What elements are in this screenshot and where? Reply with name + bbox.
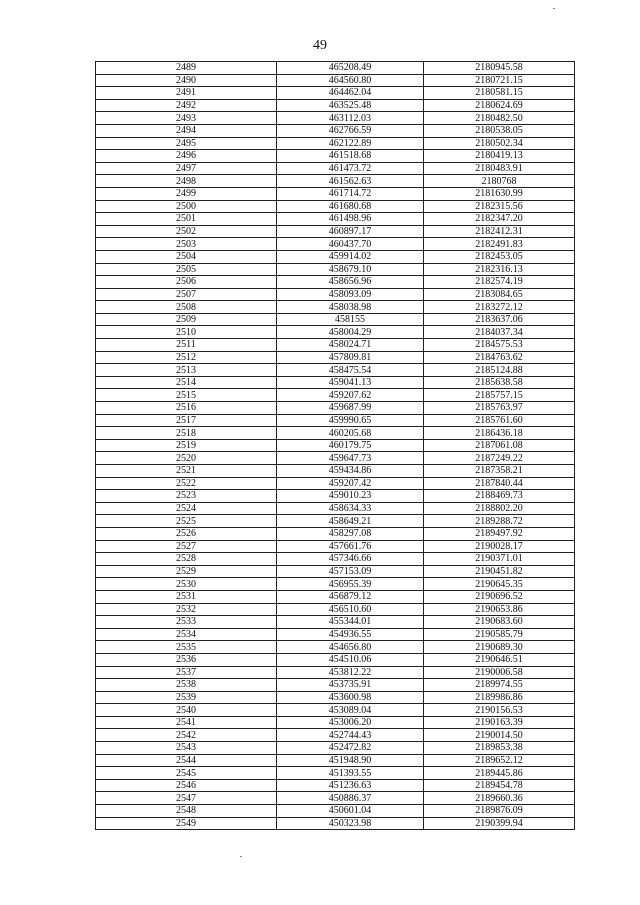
x-coordinate-cell: 459207.62 <box>277 389 424 402</box>
scan-speck <box>240 856 242 857</box>
table-row <box>96 792 575 805</box>
table-row <box>96 779 575 792</box>
x-coordinate-cell: 453735.91 <box>277 679 424 692</box>
x-coordinate-cell: 454936.55 <box>277 628 424 641</box>
x-coordinate-cell: 452744.43 <box>277 729 424 742</box>
x-coordinate-cell: 450886.37 <box>277 792 424 805</box>
x-coordinate-cell: 459207.42 <box>277 477 424 490</box>
table-row <box>96 74 575 87</box>
point-number-cell: 2510 <box>96 326 277 339</box>
x-coordinate-cell: 458038.98 <box>277 301 424 314</box>
table-row <box>96 616 575 629</box>
y-coordinate-cell: 2182316.13 <box>424 263 575 276</box>
x-coordinate-cell: 459041.13 <box>277 376 424 389</box>
y-coordinate-cell: 2184763.62 <box>424 351 575 364</box>
x-coordinate-cell: 455344.01 <box>277 616 424 629</box>
y-coordinate-cell: 2187061.08 <box>424 439 575 452</box>
y-coordinate-cell: 2188802.20 <box>424 502 575 515</box>
point-number-cell: 2491 <box>96 87 277 100</box>
y-coordinate-cell: 2180482.50 <box>424 112 575 125</box>
page-number: 49 <box>313 38 327 53</box>
point-number-cell: 2536 <box>96 653 277 666</box>
table-row <box>96 490 575 503</box>
point-number-cell: 2538 <box>96 679 277 692</box>
table-row <box>96 729 575 742</box>
y-coordinate-cell: 2189445.86 <box>424 767 575 780</box>
x-coordinate-cell: 453006.20 <box>277 716 424 729</box>
y-coordinate-cell: 2185757.15 <box>424 389 575 402</box>
point-number-cell: 2537 <box>96 666 277 679</box>
point-number-cell: 2521 <box>96 465 277 478</box>
table-row <box>96 641 575 654</box>
table-row <box>96 301 575 314</box>
point-number-cell: 2490 <box>96 74 277 87</box>
x-coordinate-cell: 459914.02 <box>277 250 424 263</box>
point-number-cell: 2544 <box>96 754 277 767</box>
y-coordinate-cell: 2180483.91 <box>424 162 575 175</box>
point-number-cell: 2549 <box>96 817 277 830</box>
table-row <box>96 250 575 263</box>
point-number-cell: 2545 <box>96 767 277 780</box>
table-row <box>96 364 575 377</box>
point-number-cell: 2506 <box>96 276 277 289</box>
x-coordinate-cell: 461680.68 <box>277 200 424 213</box>
point-number-cell: 2514 <box>96 376 277 389</box>
y-coordinate-cell: 2190696.52 <box>424 590 575 603</box>
point-number-cell: 2534 <box>96 628 277 641</box>
x-coordinate-cell: 462766.59 <box>277 124 424 137</box>
y-coordinate-cell: 2188469.73 <box>424 490 575 503</box>
point-number-cell: 2529 <box>96 565 277 578</box>
scan-speck <box>553 8 555 9</box>
x-coordinate-cell: 458024.71 <box>277 339 424 352</box>
x-coordinate-cell: 464462.04 <box>277 87 424 100</box>
x-coordinate-cell: 454656.80 <box>277 641 424 654</box>
point-number-cell: 2494 <box>96 124 277 137</box>
y-coordinate-cell: 2187358.21 <box>424 465 575 478</box>
table-row <box>96 754 575 767</box>
x-coordinate-cell: 458679.10 <box>277 263 424 276</box>
point-number-cell: 2508 <box>96 301 277 314</box>
y-coordinate-cell: 2185761.60 <box>424 414 575 427</box>
table-row <box>96 427 575 440</box>
table-row <box>96 742 575 755</box>
table-row <box>96 477 575 490</box>
x-coordinate-cell: 458656.96 <box>277 276 424 289</box>
y-coordinate-cell: 2180721.15 <box>424 74 575 87</box>
table-row <box>96 389 575 402</box>
point-number-cell: 2542 <box>96 729 277 742</box>
table-row <box>96 263 575 276</box>
point-number-cell: 2504 <box>96 250 277 263</box>
x-coordinate-cell: 462122.89 <box>277 137 424 150</box>
y-coordinate-cell: 2187840.44 <box>424 477 575 490</box>
x-coordinate-cell: 457346.66 <box>277 553 424 566</box>
table-row <box>96 124 575 137</box>
y-coordinate-cell: 2190399.94 <box>424 817 575 830</box>
x-coordinate-cell: 460205.68 <box>277 427 424 440</box>
x-coordinate-cell: 456510.60 <box>277 603 424 616</box>
x-coordinate-cell: 459990.65 <box>277 414 424 427</box>
x-coordinate-cell: 457809.81 <box>277 351 424 364</box>
point-number-cell: 2516 <box>96 402 277 415</box>
table-row <box>96 439 575 452</box>
point-number-cell: 2517 <box>96 414 277 427</box>
x-coordinate-cell: 459687.99 <box>277 402 424 415</box>
table-row <box>96 666 575 679</box>
y-coordinate-cell: 2189974.55 <box>424 679 575 692</box>
y-coordinate-cell: 2184037.34 <box>424 326 575 339</box>
point-number-cell: 2520 <box>96 452 277 465</box>
point-number-cell: 2547 <box>96 792 277 805</box>
y-coordinate-cell: 2190689.30 <box>424 641 575 654</box>
table-row <box>96 502 575 515</box>
x-coordinate-cell: 458475.54 <box>277 364 424 377</box>
y-coordinate-cell: 2190683.60 <box>424 616 575 629</box>
table-row <box>96 288 575 301</box>
y-coordinate-cell: 2189660.36 <box>424 792 575 805</box>
table-row <box>96 402 575 415</box>
x-coordinate-cell: 463112.03 <box>277 112 424 125</box>
table-row <box>96 213 575 226</box>
y-coordinate-cell: 2187249.22 <box>424 452 575 465</box>
y-coordinate-cell: 2190653.86 <box>424 603 575 616</box>
point-number-cell: 2503 <box>96 238 277 251</box>
y-coordinate-cell: 2185638.58 <box>424 376 575 389</box>
x-coordinate-cell: 458155 <box>277 313 424 326</box>
y-coordinate-cell: 2180768 <box>424 175 575 188</box>
table-row <box>96 112 575 125</box>
y-coordinate-cell: 2190645.35 <box>424 578 575 591</box>
point-number-cell: 2500 <box>96 200 277 213</box>
point-number-cell: 2512 <box>96 351 277 364</box>
point-number-cell: 2509 <box>96 313 277 326</box>
point-number-cell: 2532 <box>96 603 277 616</box>
point-number-cell: 2511 <box>96 339 277 352</box>
y-coordinate-cell: 2183272.12 <box>424 301 575 314</box>
y-coordinate-cell: 2180581.15 <box>424 87 575 100</box>
point-number-cell: 2496 <box>96 150 277 163</box>
y-coordinate-cell: 2185124.88 <box>424 364 575 377</box>
y-coordinate-cell: 2183637.06 <box>424 313 575 326</box>
point-number-cell: 2498 <box>96 175 277 188</box>
point-number-cell: 2518 <box>96 427 277 440</box>
y-coordinate-cell: 2182347.20 <box>424 213 575 226</box>
y-coordinate-cell: 2182453.05 <box>424 250 575 263</box>
point-number-cell: 2527 <box>96 540 277 553</box>
table-row <box>96 465 575 478</box>
x-coordinate-cell: 450601.04 <box>277 805 424 818</box>
x-coordinate-cell: 451393.55 <box>277 767 424 780</box>
table-row <box>96 767 575 780</box>
point-number-cell: 2546 <box>96 779 277 792</box>
point-number-cell: 2495 <box>96 137 277 150</box>
table-row <box>96 276 575 289</box>
y-coordinate-cell: 2180624.69 <box>424 99 575 112</box>
x-coordinate-cell: 461473.72 <box>277 162 424 175</box>
point-number-cell: 2493 <box>96 112 277 125</box>
table-row <box>96 175 575 188</box>
point-number-cell: 2492 <box>96 99 277 112</box>
point-number-cell: 2523 <box>96 490 277 503</box>
point-number-cell: 2524 <box>96 502 277 515</box>
y-coordinate-cell: 2190371.01 <box>424 553 575 566</box>
point-number-cell: 2531 <box>96 590 277 603</box>
x-coordinate-cell: 456955.39 <box>277 578 424 591</box>
x-coordinate-cell: 459010.23 <box>277 490 424 503</box>
table-row <box>96 150 575 163</box>
point-number-cell: 2522 <box>96 477 277 490</box>
point-number-cell: 2525 <box>96 515 277 528</box>
y-coordinate-cell: 2190156.53 <box>424 704 575 717</box>
table-row <box>96 225 575 238</box>
table-row <box>96 603 575 616</box>
table-row <box>96 704 575 717</box>
y-coordinate-cell: 2180945.58 <box>424 62 575 75</box>
x-coordinate-cell: 460897.17 <box>277 225 424 238</box>
y-coordinate-cell: 2189986.86 <box>424 691 575 704</box>
point-number-cell: 2548 <box>96 805 277 818</box>
point-number-cell: 2505 <box>96 263 277 276</box>
x-coordinate-cell: 458649.21 <box>277 515 424 528</box>
table-row <box>96 653 575 666</box>
y-coordinate-cell: 2180419.13 <box>424 150 575 163</box>
y-coordinate-cell: 2181630.99 <box>424 187 575 200</box>
table-row <box>96 452 575 465</box>
y-coordinate-cell: 2189876.09 <box>424 805 575 818</box>
table-row <box>96 162 575 175</box>
point-number-cell: 2526 <box>96 527 277 540</box>
x-coordinate-cell: 454510.06 <box>277 653 424 666</box>
x-coordinate-cell: 451948.90 <box>277 754 424 767</box>
y-coordinate-cell: 2182574.19 <box>424 276 575 289</box>
y-coordinate-cell: 2184575.53 <box>424 339 575 352</box>
x-coordinate-cell: 453812.22 <box>277 666 424 679</box>
x-coordinate-cell: 465208.49 <box>277 62 424 75</box>
x-coordinate-cell: 456879.12 <box>277 590 424 603</box>
x-coordinate-cell: 457153.09 <box>277 565 424 578</box>
x-coordinate-cell: 450323.98 <box>277 817 424 830</box>
x-coordinate-cell: 458297.08 <box>277 527 424 540</box>
y-coordinate-cell: 2180538.05 <box>424 124 575 137</box>
y-coordinate-cell: 2190014.50 <box>424 729 575 742</box>
table-row <box>96 691 575 704</box>
y-coordinate-cell: 2190585.79 <box>424 628 575 641</box>
point-number-cell: 2502 <box>96 225 277 238</box>
table-row <box>96 376 575 389</box>
x-coordinate-cell: 453089.04 <box>277 704 424 717</box>
point-number-cell: 2533 <box>96 616 277 629</box>
table-row <box>96 238 575 251</box>
point-number-cell: 2530 <box>96 578 277 591</box>
y-coordinate-cell: 2189288.72 <box>424 515 575 528</box>
x-coordinate-cell: 461498.96 <box>277 213 424 226</box>
point-number-cell: 2540 <box>96 704 277 717</box>
point-number-cell: 2513 <box>96 364 277 377</box>
y-coordinate-cell: 2182491.83 <box>424 238 575 251</box>
y-coordinate-cell: 2185763.97 <box>424 402 575 415</box>
x-coordinate-cell: 460437.70 <box>277 238 424 251</box>
point-number-cell: 2528 <box>96 553 277 566</box>
y-coordinate-cell: 2189497.92 <box>424 527 575 540</box>
x-coordinate-cell: 464560.80 <box>277 74 424 87</box>
x-coordinate-cell: 453600.98 <box>277 691 424 704</box>
x-coordinate-cell: 461562.63 <box>277 175 424 188</box>
table-row <box>96 716 575 729</box>
x-coordinate-cell: 459434.86 <box>277 465 424 478</box>
table-row <box>96 200 575 213</box>
table-row <box>96 99 575 112</box>
point-number-cell: 2499 <box>96 187 277 200</box>
x-coordinate-cell: 458093.09 <box>277 288 424 301</box>
table-row <box>96 817 575 830</box>
table-row <box>96 679 575 692</box>
table-row <box>96 313 575 326</box>
point-number-cell: 2507 <box>96 288 277 301</box>
y-coordinate-cell: 2190646.51 <box>424 653 575 666</box>
table-row <box>96 565 575 578</box>
y-coordinate-cell: 2190006.58 <box>424 666 575 679</box>
x-coordinate-cell: 459647.73 <box>277 452 424 465</box>
x-coordinate-cell: 457661.76 <box>277 540 424 553</box>
point-number-cell: 2497 <box>96 162 277 175</box>
x-coordinate-cell: 463525.48 <box>277 99 424 112</box>
point-number-cell: 2543 <box>96 742 277 755</box>
y-coordinate-cell: 2190451.82 <box>424 565 575 578</box>
table-row <box>96 805 575 818</box>
y-coordinate-cell: 2180502.34 <box>424 137 575 150</box>
point-number-cell: 2501 <box>96 213 277 226</box>
point-number-cell: 2519 <box>96 439 277 452</box>
table-row <box>96 87 575 100</box>
y-coordinate-cell: 2186436.18 <box>424 427 575 440</box>
y-coordinate-cell: 2182315.56 <box>424 200 575 213</box>
y-coordinate-cell: 2190028.17 <box>424 540 575 553</box>
y-coordinate-cell: 2189652.12 <box>424 754 575 767</box>
coordinates-table <box>95 61 575 830</box>
point-number-cell: 2489 <box>96 62 277 75</box>
table-row <box>96 351 575 364</box>
x-coordinate-cell: 452472.82 <box>277 742 424 755</box>
table-row <box>96 515 575 528</box>
table-row <box>96 628 575 641</box>
x-coordinate-cell: 460179.75 <box>277 439 424 452</box>
table-row <box>96 137 575 150</box>
table-row <box>96 590 575 603</box>
table-row <box>96 62 575 75</box>
y-coordinate-cell: 2190163.39 <box>424 716 575 729</box>
table-row <box>96 527 575 540</box>
x-coordinate-cell: 461518.68 <box>277 150 424 163</box>
x-coordinate-cell: 458004.29 <box>277 326 424 339</box>
table-row <box>96 578 575 591</box>
y-coordinate-cell: 2189853.38 <box>424 742 575 755</box>
point-number-cell: 2541 <box>96 716 277 729</box>
x-coordinate-cell: 458634.33 <box>277 502 424 515</box>
table-row <box>96 414 575 427</box>
point-number-cell: 2535 <box>96 641 277 654</box>
x-coordinate-cell: 451236.63 <box>277 779 424 792</box>
table-row <box>96 540 575 553</box>
point-number-cell: 2539 <box>96 691 277 704</box>
point-number-cell: 2515 <box>96 389 277 402</box>
y-coordinate-cell: 2183084.65 <box>424 288 575 301</box>
table-row <box>96 326 575 339</box>
coordinates-table-body <box>96 62 575 830</box>
x-coordinate-cell: 461714.72 <box>277 187 424 200</box>
table-row <box>96 553 575 566</box>
table-row <box>96 339 575 352</box>
y-coordinate-cell: 2182412.31 <box>424 225 575 238</box>
y-coordinate-cell: 2189454.78 <box>424 779 575 792</box>
table-row <box>96 187 575 200</box>
